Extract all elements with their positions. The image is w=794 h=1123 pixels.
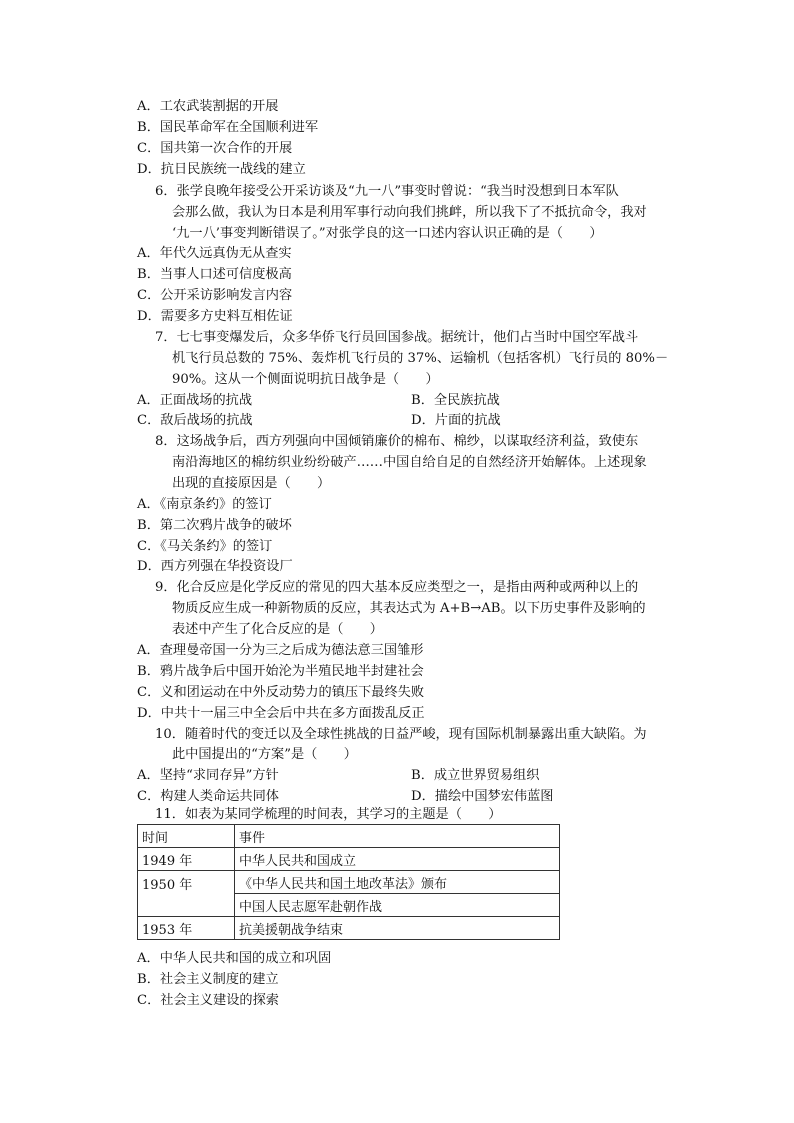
q7-stem-line-1: 7．七七事变爆发后，众多华侨飞行员回国参战。据统计，他们占当时中国空军战斗 xyxy=(155,330,639,345)
q9-stem-line-3: 表述中产生了化合反应的是（ ） xyxy=(172,622,383,637)
q6-option-c: C．公开采访影响发言内容 xyxy=(137,288,293,303)
table-cell-time: 1950 年 xyxy=(138,871,235,917)
q7-option-b: B．全民族抗战 xyxy=(411,393,500,408)
q7-stem-line-3: 90%。这从一个侧面说明抗日战争是（ ） xyxy=(172,372,439,387)
q7-option-c: C．敌后战场的抗战 xyxy=(137,413,253,428)
table-cell-event: 中国人民志愿军赴朝作战 xyxy=(235,894,560,917)
table-header-event: 事件 xyxy=(235,825,560,848)
q8-option-b: B．第二次鸦片战争的破坏 xyxy=(137,518,292,533)
q6-stem-line-2: 会那么做，我认为日本是利用军事行动向我们挑衅，所以我下了不抵抗命令，我对 xyxy=(172,205,647,220)
q10-option-b: B．成立世界贸易组织 xyxy=(411,768,540,783)
q5-option-d: D．抗日民族统一战线的建立 xyxy=(137,162,306,177)
q9-option-b: B．鸦片战争后中国开始沦为半殖民地半封建社会 xyxy=(137,664,424,679)
q11-option-c: C．社会主义建设的探索 xyxy=(137,993,279,1008)
q5-option-a: A．工农武装割据的开展 xyxy=(137,99,279,114)
table-header-time: 时间 xyxy=(138,825,235,848)
q6-option-b: B．当事人口述可信度极高 xyxy=(137,267,292,282)
q10-option-c: C．构建人类命运共同体 xyxy=(137,789,279,804)
table-cell-event: 抗美援朝战争结束 xyxy=(235,917,560,940)
q9-option-a: A．查理曼帝国一分为三之后成为德法意三国雏形 xyxy=(137,643,424,658)
q9-option-d: D．中共十一届三中全会后中共在多方面拨乱反正 xyxy=(137,706,425,721)
q6-stem-line-1: 6．张学良晚年接受公开采访谈及“九一八”事变时曾说：“我当时没想到日本军队 xyxy=(155,184,619,199)
table-cell-time: 1953 年 xyxy=(138,917,235,940)
q10-stem-line-2: 此中国提出的“方案”是（ ） xyxy=(172,747,357,762)
q8-option-c: C．《马关条约》的签订 xyxy=(137,539,273,554)
table-cell-time: 1949 年 xyxy=(138,848,235,871)
q8-stem-line-3: 出现的直接原因是（ ） xyxy=(172,476,331,491)
q10-option-a: A．坚持“求同存异”方针 xyxy=(137,768,279,783)
table-header-row xyxy=(138,825,560,848)
q10-stem-line-1: 10．随着时代的变迁以及全球性挑战的日益严峻，现有国际机制暴露出重大缺陷。为 xyxy=(155,727,647,742)
q7-option-a: A．正面战场的抗战 xyxy=(137,393,253,408)
q6-stem-line-3: ‘九一八’事变判断错误了。”对张学良的这一口述内容认识正确的是（ ） xyxy=(172,226,603,241)
table-cell-event: 中华人民共和国成立 xyxy=(235,848,560,871)
q6-option-d: D．需要多方史料互相佐证 xyxy=(137,309,293,324)
q9-stem-line-1: 9．化合反应是化学反应的常见的四大基本反应类型之一，是指由两种或两种以上的 xyxy=(155,580,639,595)
table-row xyxy=(138,871,560,894)
q10-option-d: D．描绘中国梦宏伟蓝图 xyxy=(411,789,554,804)
table-row xyxy=(138,917,560,940)
timeline-table xyxy=(137,824,560,940)
q6-option-a: A．年代久远真伪无从查实 xyxy=(137,246,292,261)
q11-stem: 11．如表为某同学梳理的时间表，其学习的主题是（ ） xyxy=(155,807,502,822)
table-cell-event: 《中华人民共和国土地改革法》颁布 xyxy=(235,871,560,894)
q8-stem-line-1: 8．这场战争后，西方列强向中国倾销廉价的棉布、棉纱，以谋取经济利益，致使东 xyxy=(155,434,639,449)
q7-stem-line-2: 机飞行员总数的 75%、轰炸机飞行员的 37%、运输机（包括客机）飞行员的 80%－ xyxy=(172,351,669,366)
q11-option-b: B．社会主义制度的建立 xyxy=(137,972,279,987)
q7-option-d: D．片面的抗战 xyxy=(411,413,501,428)
q5-option-b: B．国民革命军在全国顺利进军 xyxy=(137,120,319,135)
q9-stem-line-2: 物质反应生成一种新物质的反应，其表达式为 A+B→AB。以下历史事件及影响的 xyxy=(172,601,646,616)
q8-stem-line-2: 南沿海地区的棉纺织业纷纷破产……中国自给自足的自然经济开始解体。上述现象 xyxy=(172,455,647,470)
q5-option-c: C．国共第一次合作的开展 xyxy=(137,141,293,156)
q9-option-c: C．义和团运动在中外反动势力的镇压下最终失败 xyxy=(137,685,425,700)
q11-option-a: A．中华人民共和国的成立和巩固 xyxy=(137,951,332,966)
q8-option-a: A．《南京条约》的签订 xyxy=(137,497,272,512)
q8-option-d: D．西方列强在华投资设厂 xyxy=(137,559,293,574)
table-row xyxy=(138,848,560,871)
